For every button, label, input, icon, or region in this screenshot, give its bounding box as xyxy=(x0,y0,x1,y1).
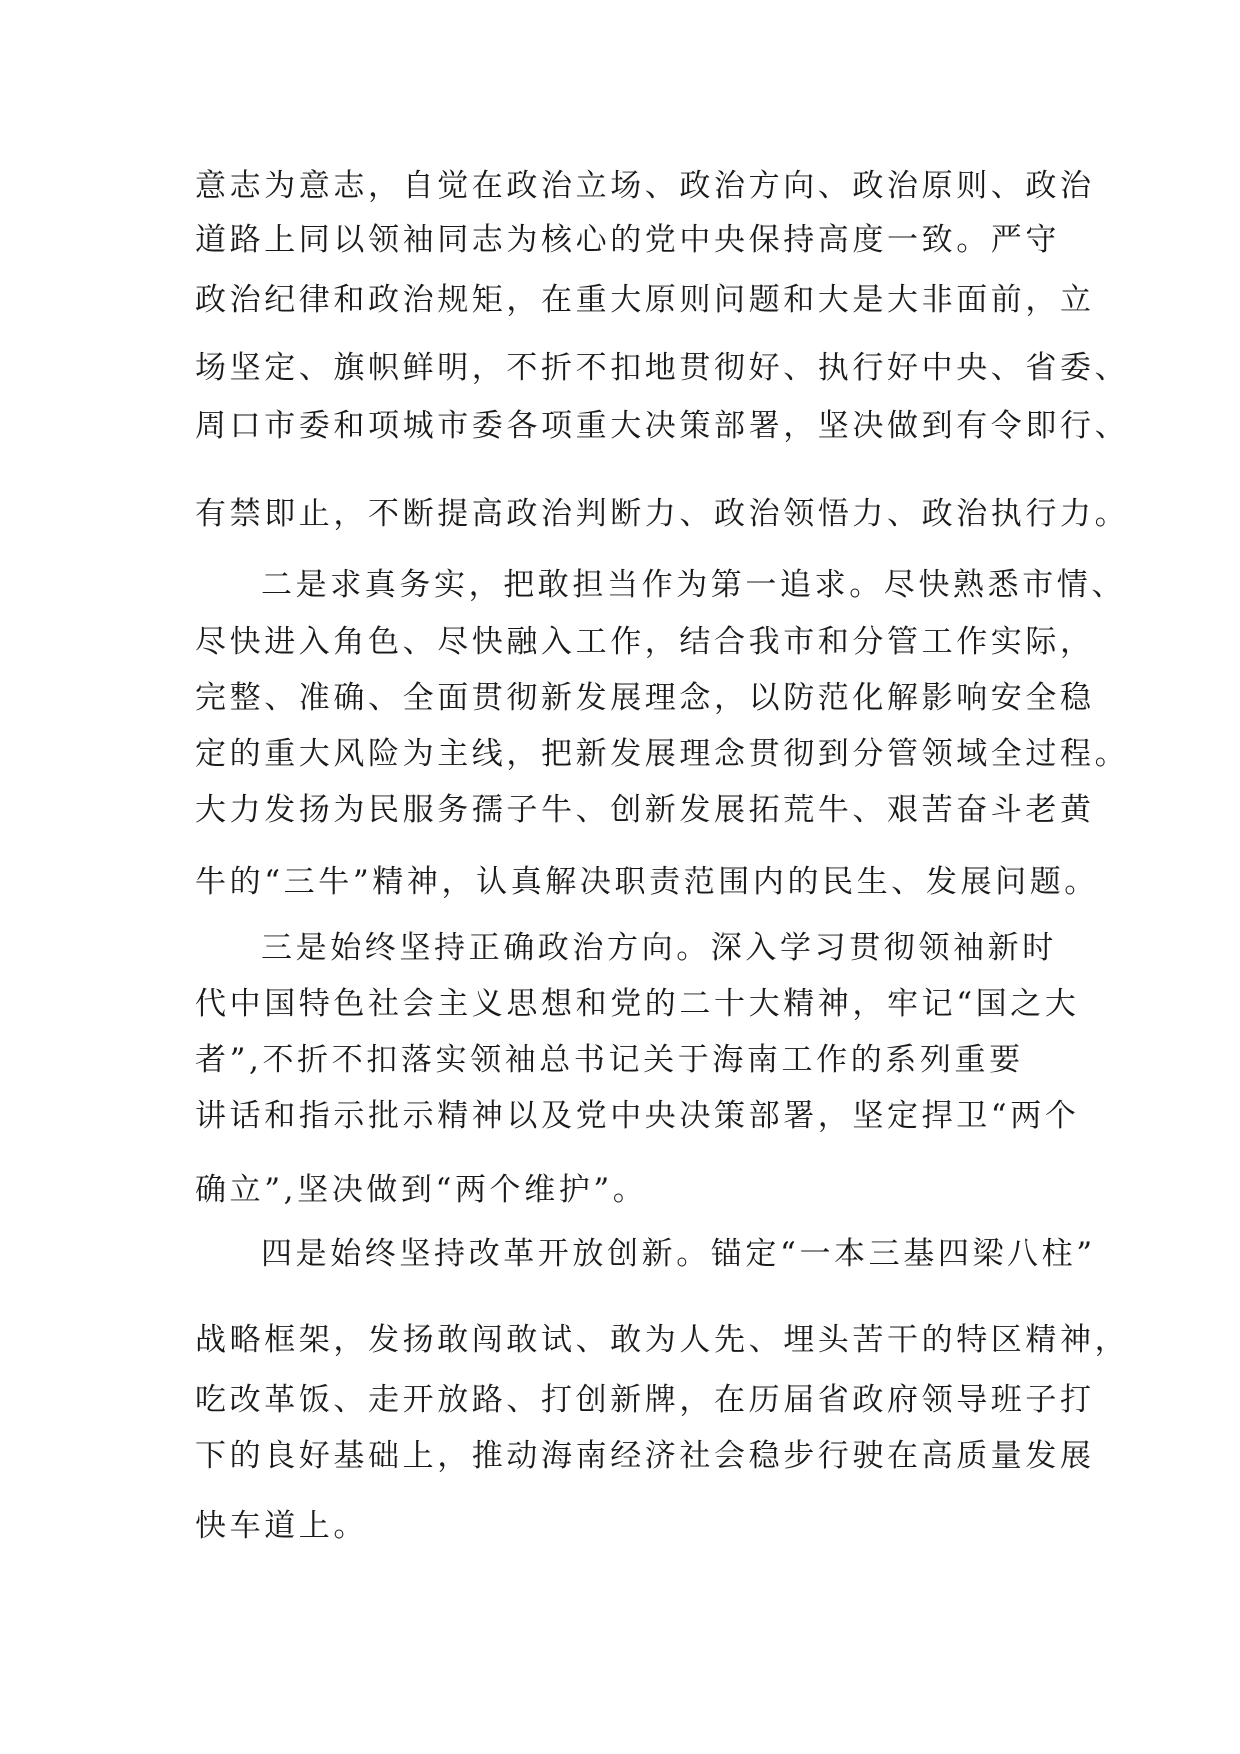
text-line-15: 者”,不折不扣落实领袖总书记关于海南工作的系列重要 xyxy=(195,1042,1024,1078)
paragraph-4-start: 四是始终坚持改革开放创新。锚定“一本三基四梁八柱” xyxy=(261,1236,1096,1272)
text-line-8: 尽快进入角色、尽快融入工作，结合我市和分管工作实际， xyxy=(195,624,1095,660)
text-line-2: 道路上同以领袖同志为核心的党中央保持高度一致。严守 xyxy=(195,222,1060,258)
text-line-22: 快车道上。 xyxy=(195,1508,368,1544)
text-line-19: 战略框架，发扬敢闯敢试、敢为人先、埋头苦干的特区精神， xyxy=(195,1322,1130,1358)
text-line-20: 吃改革饭、走开放路、打创新牌，在历届省政府领导班子打 xyxy=(195,1382,1095,1418)
text-line-16: 讲话和指示批示精神以及党中央决策部署，坚定捍卫“两个 xyxy=(195,1098,1080,1134)
text-line-12: 牛的“三牛”精神，认真解决职责范围内的民生、发展问题。 xyxy=(195,864,1099,900)
text-line-3: 政治纪律和政治规矩，在重大原则问题和大是大非面前，立 xyxy=(195,282,1095,318)
text-line-5: 周口市委和项城市委各项重大决策部署，坚决做到有令即行、 xyxy=(195,408,1130,444)
paragraph-2-start: 二是求真务实，把敢担当作为第一追求。尽快熟悉市情、 xyxy=(261,567,1126,603)
text-line-21: 下的良好基础上，推动海南经济社会稳步行驶在高质量发展 xyxy=(195,1438,1095,1474)
text-line-9: 完整、准确、全面贯彻新发展理念，以防范化解影响安全稳 xyxy=(195,680,1095,716)
text-line-17: 确立”,坚决做到“两个维护”。 xyxy=(195,1172,648,1208)
text-line-1: 意志为意志，自觉在政治立场、政治方向、政治原则、政治 xyxy=(195,168,1095,204)
text-line-11: 大力发扬为民服务孺子牛、创新发展拓荒牛、艰苦奋斗老黄 xyxy=(195,792,1095,828)
text-line-10: 定的重大风险为主线，把新发展理念贯彻到分管领域全过程。 xyxy=(195,736,1130,772)
paragraph-3-start: 三是始终坚持正确政治方向。深入学习贯彻领袖新时 xyxy=(261,930,1057,966)
text-line-4: 场坚定、旗帜鲜明，不折不扣地贯彻好、执行好中央、省委、 xyxy=(195,350,1130,386)
text-line-6: 有禁即止，不断提高政治判断力、政治领悟力、政治执行力。 xyxy=(195,496,1130,532)
text-line-14: 代中国特色社会主义思想和党的二十大精神，牢记“国之大 xyxy=(195,986,1080,1022)
